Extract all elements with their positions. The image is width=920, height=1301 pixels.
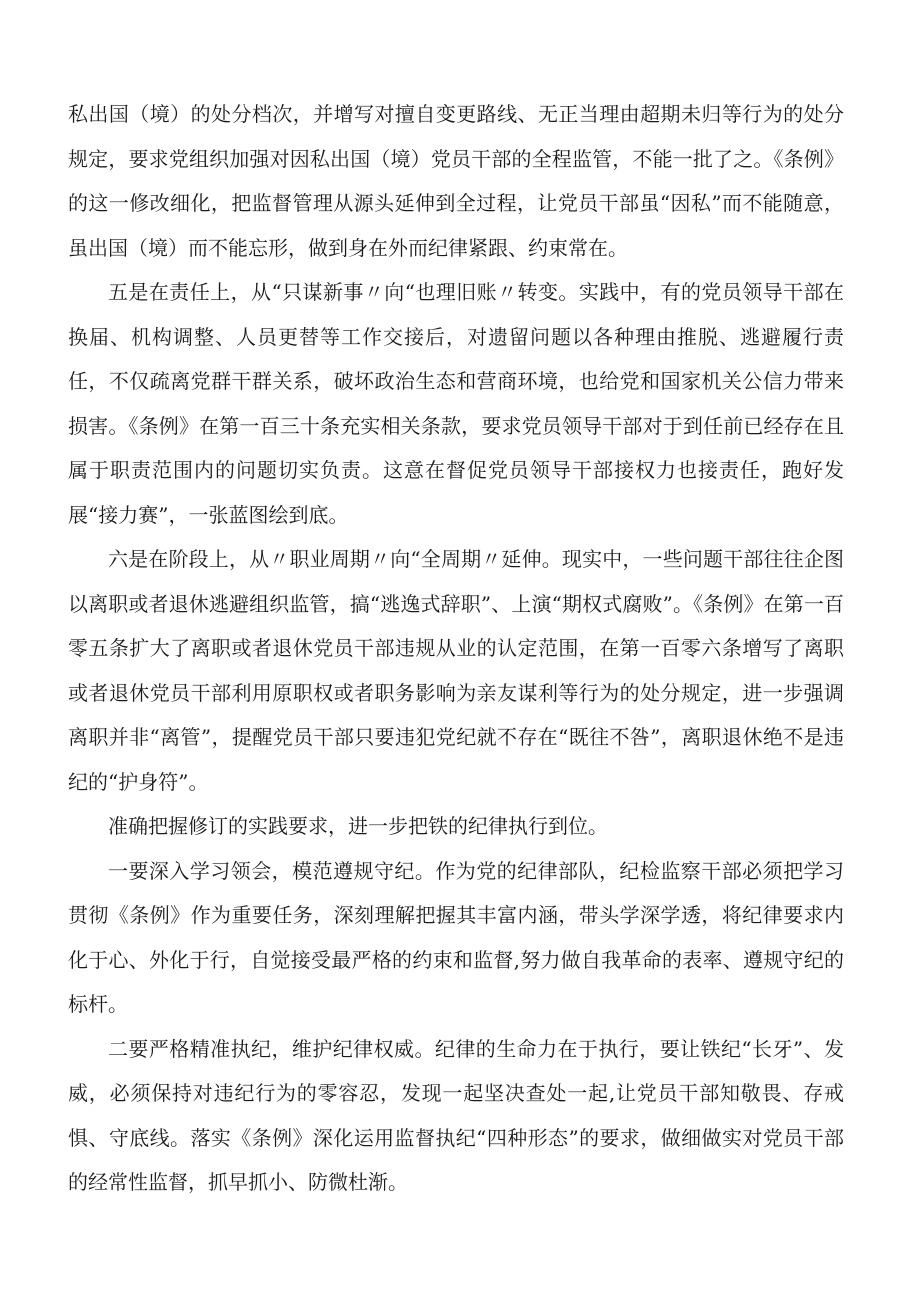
paragraph-responsibility: 五是在责任上，从“只谋新事〃向“也理旧账〃转变。实践中，有的党员领导干部在换届、机构调整、人员更替等工作交接后，对遗留问题以各种理由推脱、逃避履行责任，不仅疏离党群干群关系，破坏政治生态和营商环境，也给党和国家机关公信力带来损害。《条例》在第一百三十条充实相关条款，要求党员领导干部对于到任前已经存在且属于职责范围内的问题切实负责。这意在督促党员领导干部接权力也接责任，跑好发展“接力赛”，一张蓝图绘到底。 [68,280,844,527]
paragraph-practice-intro: 准确把握修订的实践要求，进一步把铁的纪律执行到位。 [108,814,608,838]
document-body [68,92,844,1205]
paragraph-enforce: 二要严格精准执纪，维护纪律权威。纪律的生命力在于执行，要让铁纪“长牙”、发威，必须保持对违纪行为的零容忍，发现一起坚决查处一起,让党员干部知敬畏、存戒惧、守底线。落实《条例》深化运用监督执纪“四种形态”的要求，做细做实对党员干部的经常性监督，抓早抓小、防微杜渐。 [68,1036,844,1194]
paragraph-continuation: 私出国（境）的处分档次，并增写对擅自变更路线、无正当理由超期未归等行为的处分规定，要求党组织加强对因私出国（境）党员干部的全程监管，不能一批了之。《条例》的这一修改细化，把监督管理从源头延伸到全过程，让党员干部虽“因私”而不能随意，虽出国（境）而不能忘形，做到身在外而纪律紧跟、约束常在。 [68,102,844,260]
paragraph-study: 一要深入学习领会，模范遵规守纪。作为党的纪律部队，纪检监察干部必须把学习贯彻《条例》作为重要任务，深刻理解把握其丰富内涵，带头学深学透，将纪律要求内化于心、外化于行，自觉接受最严格的约束和监督,努力做自我革命的表率、遵规守纪的标杆。 [68,858,844,1016]
paragraph-stage: 六是在阶段上，从〃职业周期〃向“全周期〃延伸。现实中，一些问题干部往往企图以离职或者退休逃避组织监管，搞“逃逸式辞职”、上演“期权式腐败”。《条例》在第一百零五条扩大了离职或者退休党员干部违规从业的认定范围，在第一百零六条增写了离职或者退休党员干部利用原职权或者职务影响为亲友谋利等行为的处分规定，进一步强调离职并非“离管”，提醒党员干部只要违犯党纪就不存在“既往不咎”，离职退休绝不是违纪的“护身符”。 [68,547,844,794]
